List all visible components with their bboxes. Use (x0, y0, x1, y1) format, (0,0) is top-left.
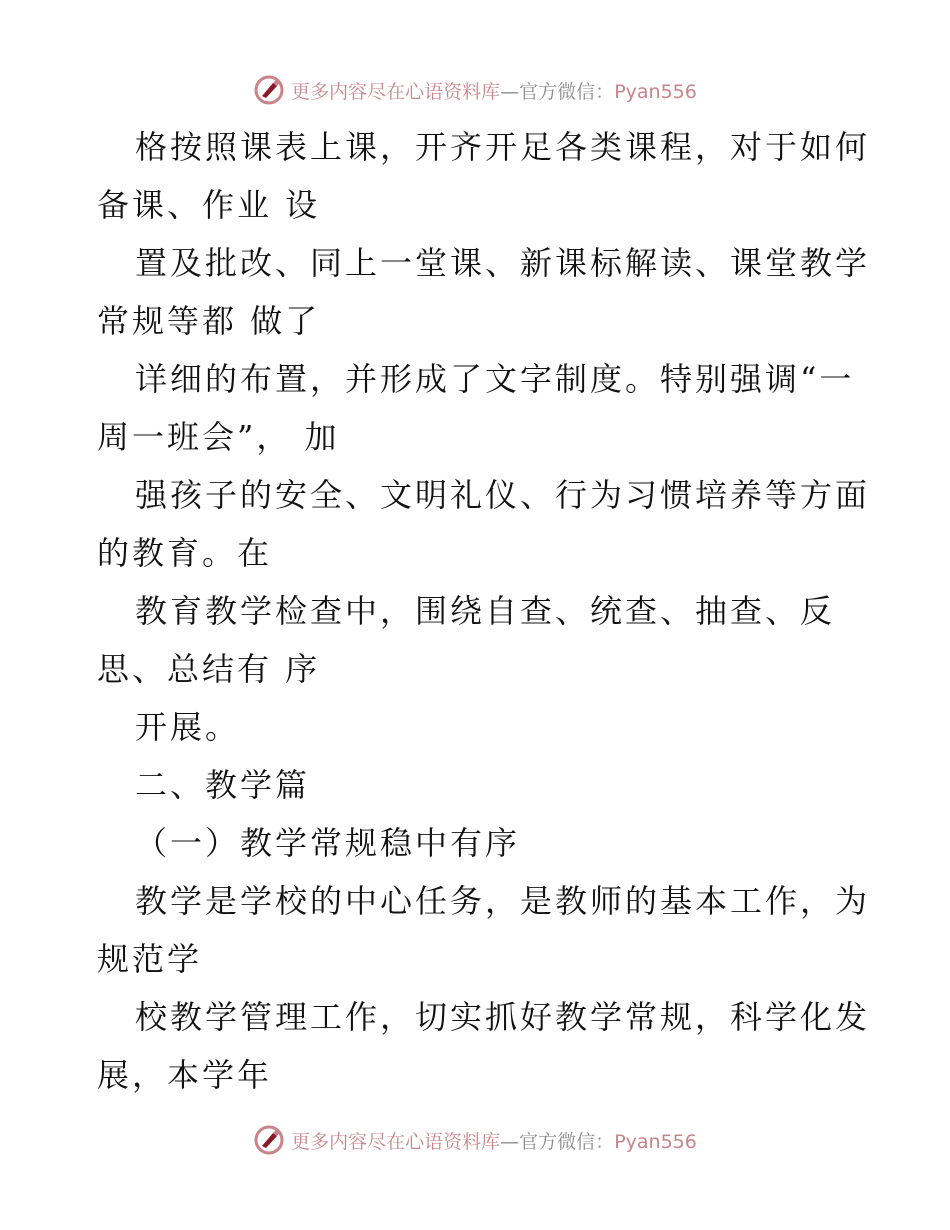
text-line: 格按照课表上课，开齐开足各类课程，对于如何 (135, 128, 871, 166)
section-heading: 二、教学篇 (135, 766, 311, 804)
text-line: 教育教学检查中，围绕自查、统查、抽查、反 (135, 592, 836, 630)
text-line: 开展。 (135, 708, 241, 746)
text-line: 规范学 (97, 940, 203, 978)
banner-label: 官方微信： (519, 1130, 615, 1153)
text-line: 校教学管理工作，切实抓好教学常规，科学化发 (135, 998, 871, 1036)
brand-logo-icon (253, 1124, 285, 1156)
banner-wechat-id: Pyan556 (614, 1130, 697, 1153)
text-line: 详细的布置，并形成了文字制度。特别强调“一 (135, 360, 855, 398)
text-line: 强孩子的安全、文明礼仪、行为习惯培养等方面 (135, 476, 871, 514)
footer-banner (0, 1120, 950, 1160)
subsection-heading: （一）教学常规稳中有序 (135, 824, 521, 862)
banner-title: 更多内容尽在心语资料库 (291, 1130, 501, 1153)
banner-title: 更多内容尽在心语资料库 (291, 80, 501, 103)
text-line: 教学是学校的中心任务，是教师的基本工作，为 (135, 882, 871, 920)
banner-text (291, 1127, 697, 1154)
brand-logo-icon (253, 74, 285, 106)
header-banner (0, 70, 950, 110)
banner-wechat-id: Pyan556 (614, 80, 697, 103)
banner-label: 官方微信： (519, 80, 615, 103)
text-line: 周一班会”， 加 (97, 418, 340, 456)
text-line: 思、总结有 序 (97, 650, 321, 688)
banner-separator: — (500, 1130, 520, 1153)
text-line: 展，本学年 (97, 1056, 273, 1094)
banner-text (291, 77, 697, 104)
text-line: 备课、作业 设 (97, 186, 321, 224)
banner-separator: — (500, 80, 520, 103)
text-line: 的教育。在 (97, 534, 273, 572)
text-line: 置及批改、同上一堂课、新课标解读、课堂教学 (135, 244, 871, 282)
text-line: 常规等都 做了 (97, 302, 321, 340)
